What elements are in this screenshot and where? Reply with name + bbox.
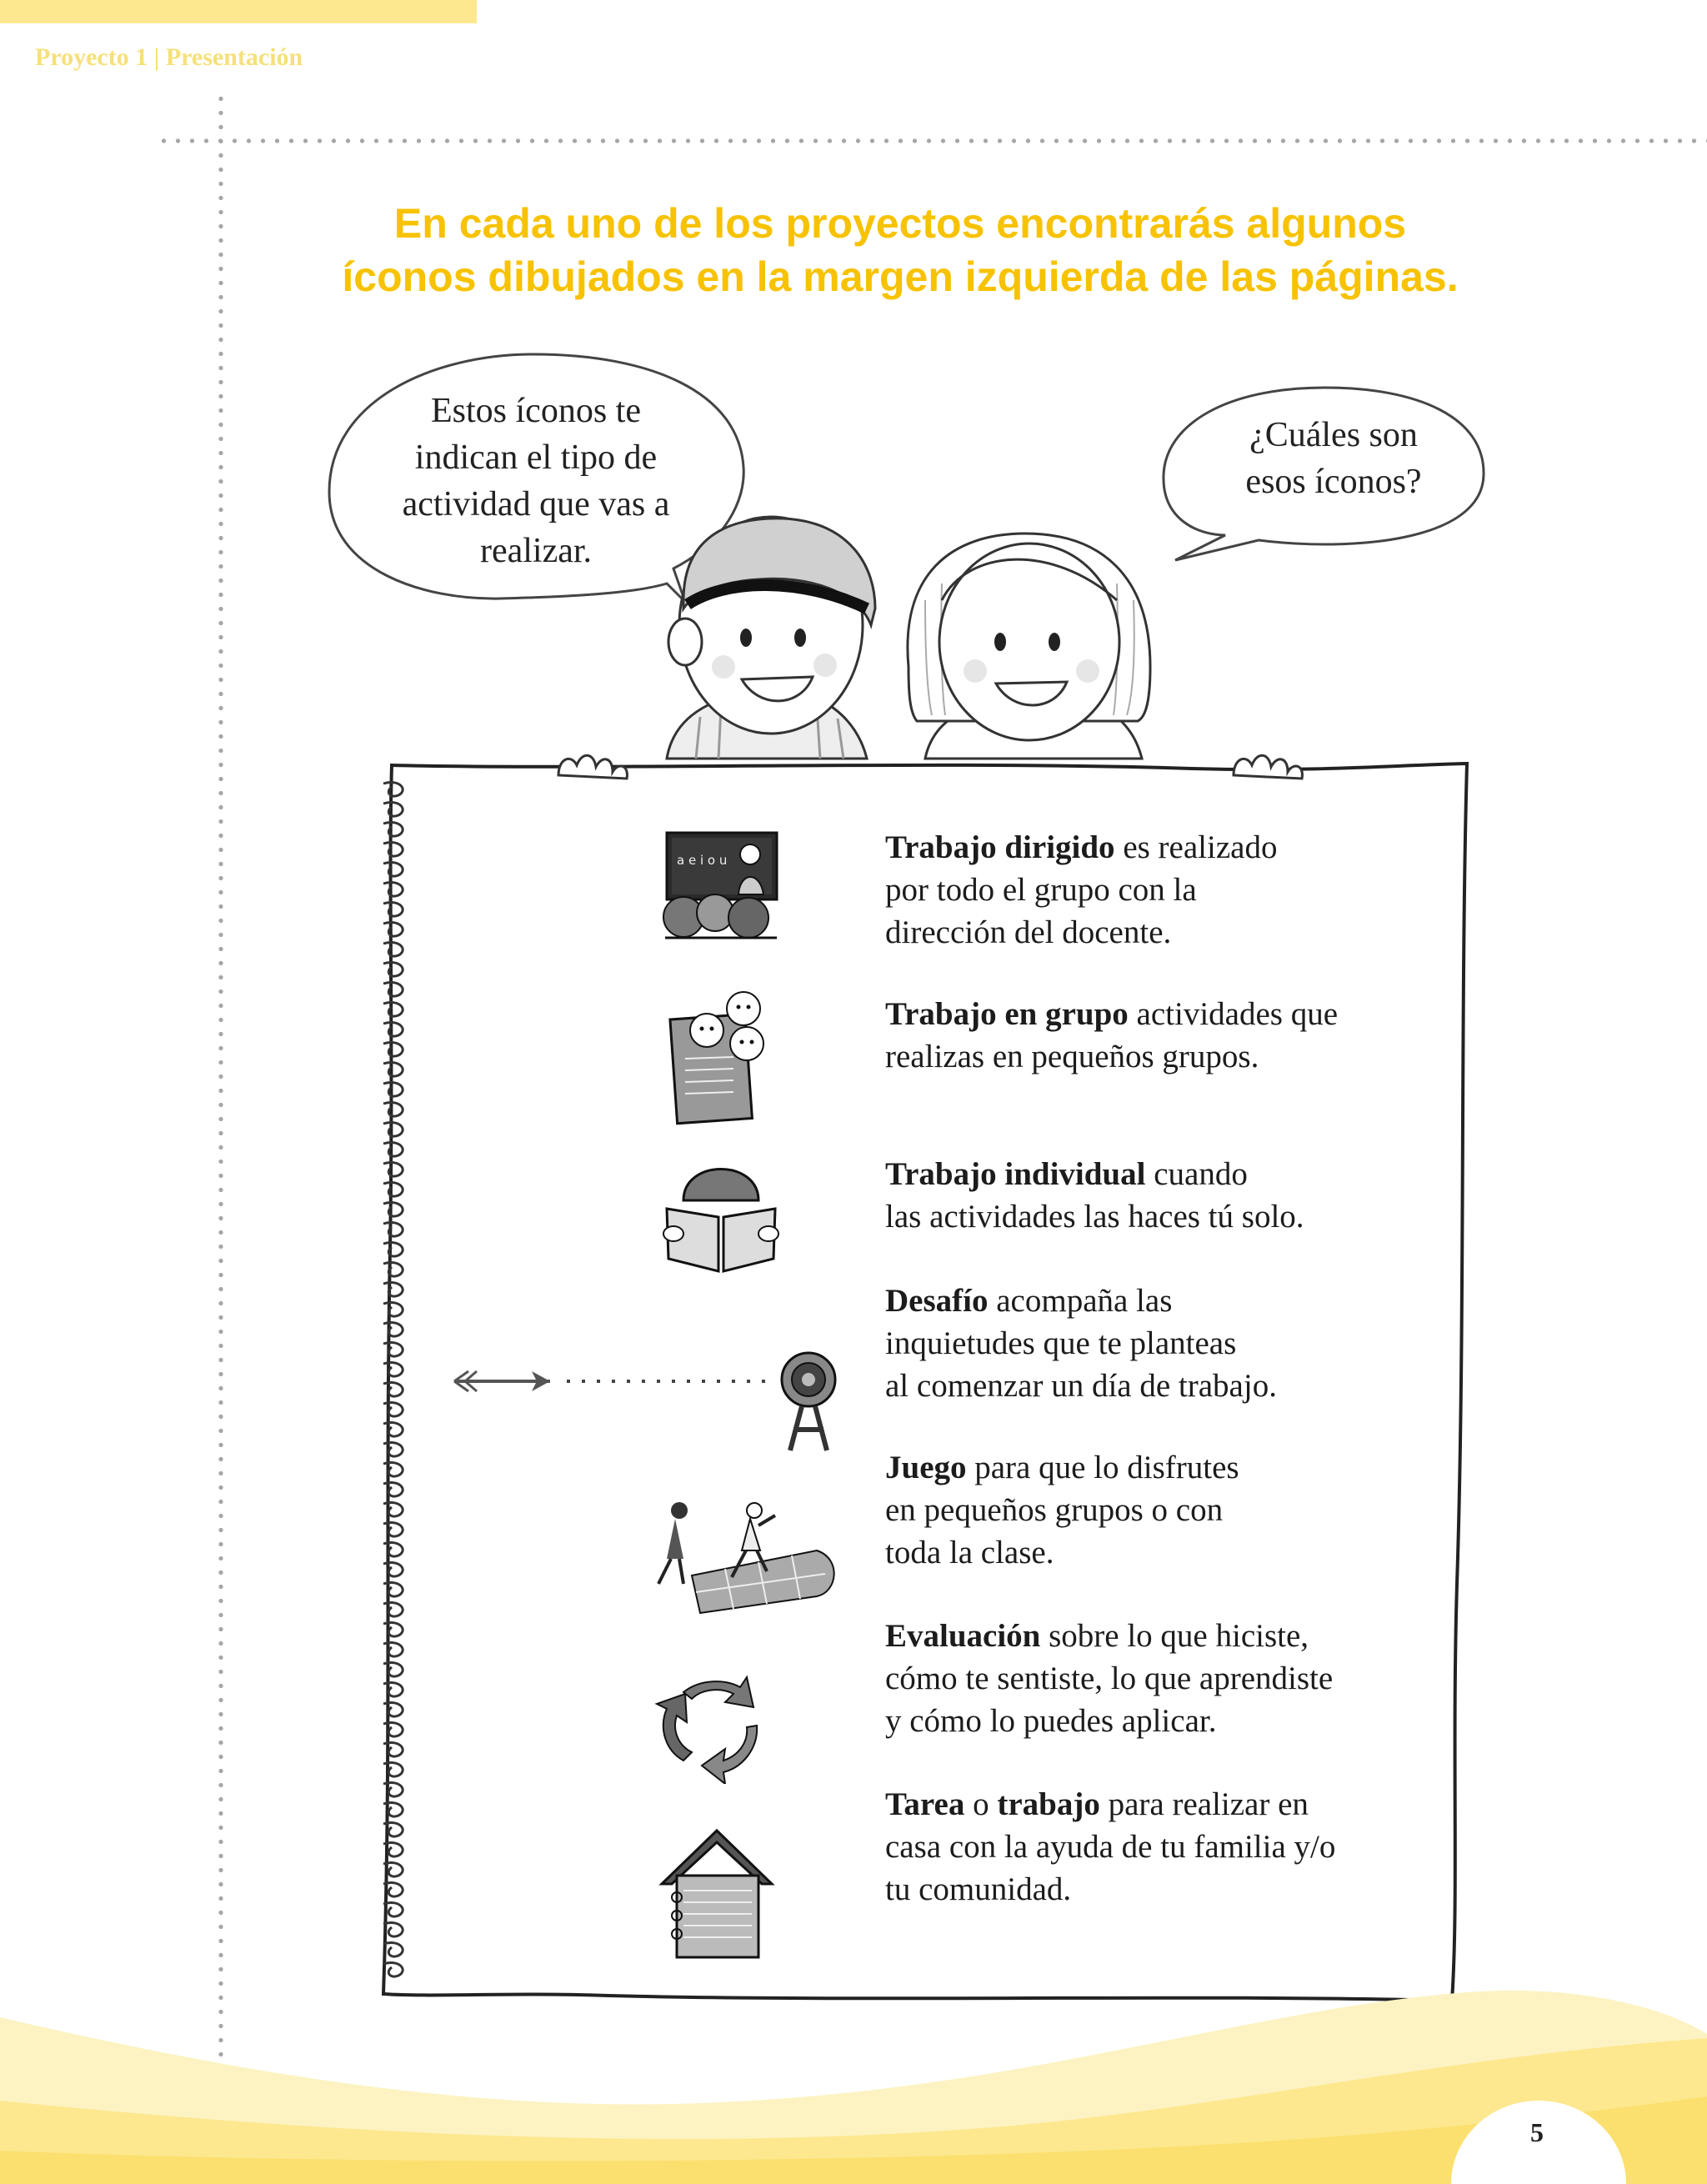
- entry-trabajo-individual: [885, 1153, 1419, 1238]
- entry-text: sobre lo que hiciste,: [1040, 1618, 1309, 1654]
- entry-juego: [885, 1446, 1419, 1574]
- entry-title: Tarea: [885, 1786, 965, 1822]
- entry-evaluacion: [885, 1615, 1419, 1742]
- entry-title: Trabajo dirigido: [885, 829, 1115, 865]
- left-bubble-line-3: actividad que vas a: [402, 485, 670, 523]
- entry-line: cómo te sentiste, lo que aprendiste: [885, 1661, 1334, 1696]
- entry-title: Trabajo individual: [885, 1156, 1146, 1192]
- entry-trabajo-en-grupo: [885, 993, 1419, 1078]
- cycle-arrows-icon: [650, 1667, 775, 1784]
- right-bubble-text: [1167, 412, 1500, 505]
- entry-text: cuando: [1145, 1156, 1248, 1192]
- entry-line: inquietudes que te planteas: [885, 1325, 1237, 1361]
- headline-line-2: íconos dibujados en la margen izquierda de las páginas.: [342, 253, 1459, 300]
- entry-title-2: trabajo: [997, 1786, 1100, 1822]
- entry-text: es realizado: [1114, 829, 1278, 865]
- headline-line-1: En cada uno de los proyectos encontrarás algunos: [393, 200, 1407, 247]
- entry-title: Evaluación: [885, 1618, 1041, 1654]
- entry-line: tu comunidad.: [885, 1871, 1072, 1907]
- arrow-target-icon: [450, 1338, 842, 1455]
- entry-line: dirección del docente.: [885, 914, 1172, 950]
- chalkboard-letters: a e i o u: [677, 853, 728, 868]
- entry-line: en pequeños grupos o con: [885, 1492, 1224, 1528]
- entry-line: al comenzar un día de trabajo.: [885, 1368, 1277, 1404]
- entry-title: Trabajo en grupo: [885, 996, 1129, 1032]
- entry-text: para que lo disfrutes: [966, 1450, 1239, 1485]
- entry-text: acompaña las: [988, 1283, 1173, 1319]
- entry-trabajo-dirigido: [885, 826, 1419, 954]
- left-bubble-line-1: Estos íconos te: [431, 392, 641, 430]
- entry-line: y cómo lo puedes aplicar.: [885, 1703, 1217, 1739]
- teacher-chalkboard-icon: [658, 829, 783, 946]
- right-bubble-line-2: esos íconos?: [1245, 463, 1422, 501]
- left-bubble-line-2: indican el tipo de: [414, 438, 658, 477]
- entry-tarea: [885, 1783, 1419, 1911]
- child-reading-book-icon: [658, 1150, 783, 1275]
- hopscotch-icon: [650, 1500, 842, 1617]
- house-notebook-icon: [658, 1826, 775, 1963]
- entry-title: Juego: [885, 1450, 967, 1485]
- children-illustration: [533, 500, 1284, 784]
- entry-line: realizas en pequeños grupos.: [885, 1039, 1259, 1074]
- page-number: 5: [1530, 2117, 1544, 2147]
- boy-with-cap-illustration: [667, 517, 875, 759]
- right-bubble-line-1: ¿Cuáles son: [1249, 416, 1418, 454]
- entry-line: las actividades las haces tú solo.: [885, 1199, 1304, 1235]
- entry-title: Desafío: [885, 1283, 989, 1319]
- bottom-wave-decoration: [0, 1959, 1707, 2184]
- entry-text: o: [964, 1786, 998, 1822]
- running-head: Proyecto 1 | Presentación: [35, 43, 303, 71]
- left-bubble-line-4: realizar.: [479, 532, 593, 570]
- entry-line: toda la clase.: [885, 1535, 1054, 1570]
- entry-desafio: [885, 1280, 1419, 1407]
- entry-line: por todo el grupo con la: [885, 872, 1197, 908]
- entry-line: casa con la ayuda de tu familia y/o: [885, 1829, 1336, 1865]
- entry-text-2: para realizar en: [1099, 1786, 1309, 1822]
- girl-illustration: [908, 533, 1150, 759]
- group-faces-icon: [667, 984, 783, 1130]
- entry-text: actividades que: [1128, 996, 1339, 1032]
